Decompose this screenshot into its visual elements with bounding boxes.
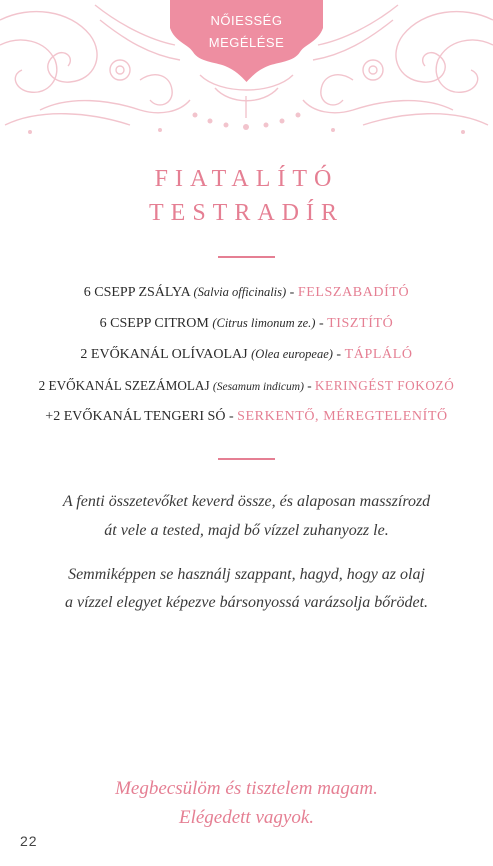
recipe-title-line2: TESTRADÍR <box>149 200 344 226</box>
instruction-text: a vízzel elegyet képezve bársonyossá varázsolja bőrödet. <box>64 594 429 611</box>
ingredient-latin-name: (Citrus limonum ze.) <box>212 316 316 330</box>
ingredient-benefit: SERKENTŐ, MÉREGTELENÍTŐ <box>237 409 448 424</box>
ingredient-line <box>0 316 493 332</box>
ingredient-separator: - <box>303 378 315 393</box>
divider-bottom <box>218 458 275 460</box>
ingredient-amount: 2 EVŐKANÁL SZEZÁMOLAJ <box>38 378 210 393</box>
affirmation-line2: Elégedett vagyok. <box>178 807 315 828</box>
ingredient-amount: 6 CSEPP CITROM <box>99 316 209 331</box>
ingredient-separator: - <box>332 347 345 362</box>
badge-title-line1: NŐIESSÉG <box>210 13 283 28</box>
ingredient-amount: 2 EVŐKANÁL OLÍVAOLAJ <box>80 347 248 362</box>
divider-top <box>218 256 275 258</box>
ingredient-benefit: TISZTÍTÓ <box>327 316 394 331</box>
ingredient-benefit: KERINGÉST FOKOZÓ <box>314 378 455 393</box>
ingredient-line <box>0 285 493 301</box>
affirmation-line1: Megbecsülöm és tisztelem magam. <box>115 778 378 799</box>
ingredient-separator: - <box>225 409 238 424</box>
instruction-text: Semmiképpen se használj szappant, hagyd, hogy az olaj <box>68 566 425 583</box>
page-number: 22 <box>20 833 38 849</box>
instruction-text: át vele a tested, majd bő vízzel zuhanyozz le. <box>104 522 389 539</box>
ingredient-benefit: TÁPLÁLÓ <box>344 347 413 362</box>
ingredient-latin-name: (Olea europeae) <box>251 347 333 361</box>
ingredient-separator: - <box>315 316 328 331</box>
instruction-text: A fenti összetevőket keverd össze, és alaposan masszírozd <box>62 493 431 510</box>
ingredient-line <box>0 347 493 363</box>
ingredient-amount: +2 EVŐKANÁL TENGERI SÓ <box>45 409 226 424</box>
recipe-title-line1: FIATALÍTÓ <box>154 166 339 192</box>
ingredient-latin-name: (Salvia officinalis) <box>193 285 287 299</box>
ingredient-separator: - <box>286 285 298 300</box>
ingredient-amount: 6 CSEPP ZSÁLYA <box>83 285 190 300</box>
ingredient-line <box>0 378 493 394</box>
ingredient-line <box>0 409 493 425</box>
ingredient-latin-name: (Sesamum indicum) <box>212 381 304 393</box>
ingredient-benefit: FELSZABADÍTÓ <box>297 285 410 300</box>
badge-title-line2: MEGÉLÉSE <box>208 35 285 50</box>
